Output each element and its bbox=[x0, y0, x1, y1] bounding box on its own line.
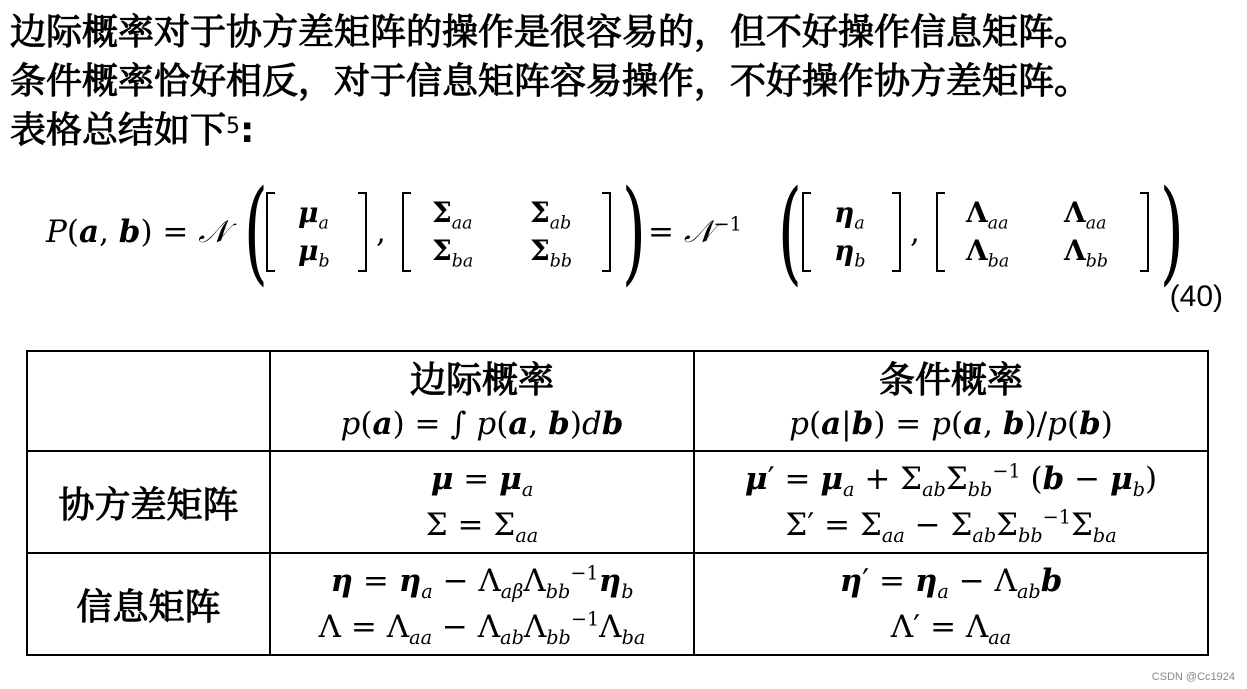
table-row bbox=[27, 451, 1208, 553]
header-marginal-title: 边际概率 bbox=[409, 360, 554, 401]
eq-paren-right-1: ) bbox=[621, 167, 646, 297]
equation-number: (40) bbox=[1169, 280, 1223, 313]
eq-sigma-ab: $\Sigma_{ab}$ bbox=[530, 196, 572, 234]
formula: $\Lambda' = \Lambda_{aa}$ bbox=[890, 609, 1012, 650]
summary-table bbox=[26, 350, 1209, 656]
eq-comma: , bbox=[910, 214, 920, 250]
eq-paren-left-1: ( bbox=[243, 167, 268, 297]
header-conditional-title: 条件概率 bbox=[878, 360, 1023, 401]
formula: $\eta' = \eta_a - \Lambda_{ab}b$ bbox=[839, 563, 1063, 604]
table-row bbox=[27, 553, 1208, 655]
formula: $\eta = \eta_a - \Lambda_{a\beta}\Lambda_{bb}^{-1}\eta_b$ bbox=[330, 561, 634, 604]
row-label-information: 信息矩阵 bbox=[27, 553, 270, 655]
table-corner-cell bbox=[27, 351, 270, 451]
formula: $\Sigma' = \Sigma_{aa} - \Sigma_{ab}\Sigma_{bb}^{-1}\Sigma_{ba}$ bbox=[785, 505, 1117, 548]
eq-sigma-bb: $\Sigma_{bb}$ bbox=[530, 234, 573, 272]
header-conditional bbox=[694, 351, 1208, 451]
header-marginal bbox=[270, 351, 694, 451]
cell-information-conditional bbox=[694, 553, 1208, 655]
cell-covariance-marginal bbox=[270, 451, 694, 553]
paragraph-line-2: 条件概率恰好相反，对于信息矩阵容易操作，不好操作协方差矩阵。 bbox=[10, 61, 1091, 102]
formula: $\mu = \mu_a$ bbox=[430, 461, 534, 502]
cell-information-marginal bbox=[270, 553, 694, 655]
eq-sigma-ba: $\Sigma_{ba}$ bbox=[432, 234, 474, 272]
cell-covariance-conditional bbox=[694, 451, 1208, 553]
formula: $\Lambda = \Lambda_{aa} - \Lambda_{ab}\Lambda_{bb}^{-1}\Lambda_{ba}$ bbox=[318, 607, 646, 650]
eq-lambda-bb: $\Lambda_{bb}$ bbox=[1064, 234, 1108, 272]
row-label-covariance: 协方差矩阵 bbox=[27, 451, 270, 553]
watermark: CSDN @Cc1924 bbox=[1151, 671, 1235, 683]
eq-bracket bbox=[1140, 192, 1149, 272]
eq-paren-left-2: ( bbox=[777, 167, 802, 297]
eq-eta-b: $\eta_b$ bbox=[834, 234, 866, 272]
intro-paragraph bbox=[10, 8, 1240, 155]
table-header-row bbox=[27, 351, 1208, 451]
formula: $\Sigma = \Sigma_{aa}$ bbox=[425, 507, 539, 548]
eq-lambda-aa-1: $\Lambda_{aa}$ bbox=[966, 196, 1009, 234]
footnote-ref: 5 bbox=[226, 114, 241, 139]
eq-paren-right-2: ) bbox=[1159, 167, 1184, 297]
eq-lambda-aa-2: $\Lambda_{aa}$ bbox=[1064, 196, 1107, 234]
eq-comma: , bbox=[376, 214, 386, 250]
paragraph-line-1: 边际概率对于协方差矩阵的操作是很容易的，但不好操作信息矩阵。 bbox=[10, 12, 1091, 53]
formula: $\mu' = \mu_a + \Sigma_{ab}\Sigma_{bb}^{-1}$ $(b - \mu_b)$ bbox=[744, 459, 1158, 502]
paragraph-line-3-text: 表格总结如下 bbox=[10, 110, 227, 151]
eq-mu-b: $\mu_b$ bbox=[298, 234, 330, 272]
header-marginal-formula: p(a) = ∫ p(a, b)db bbox=[340, 406, 624, 442]
eq-bracket bbox=[266, 192, 275, 272]
paragraph-line-3 bbox=[10, 106, 1240, 155]
eq-bracket bbox=[892, 192, 901, 272]
eq-bracket bbox=[936, 192, 945, 272]
eq-rhs-n-inv: = 𝒩$^{-1}$ bbox=[648, 212, 742, 250]
eq-bracket bbox=[602, 192, 611, 272]
eq-mu-a: $\mu_a$ bbox=[298, 196, 329, 234]
header-conditional-formula: p(a|b) = p(a, b)/p(b) bbox=[789, 406, 1113, 442]
paragraph-line-3-tail: : bbox=[240, 110, 255, 151]
eq-lambda-ba: $\Lambda_{ba}$ bbox=[966, 234, 1010, 272]
eq-bracket bbox=[358, 192, 367, 272]
eq-bracket bbox=[402, 192, 411, 272]
eq-sigma-aa: $\Sigma_{aa}$ bbox=[432, 196, 473, 234]
eq-bracket bbox=[802, 192, 811, 272]
eq-eta-a: $\eta_a$ bbox=[834, 196, 865, 234]
eq-lhs: P(a, b) = 𝒩 bbox=[46, 214, 228, 250]
equation-40 bbox=[46, 167, 1196, 297]
